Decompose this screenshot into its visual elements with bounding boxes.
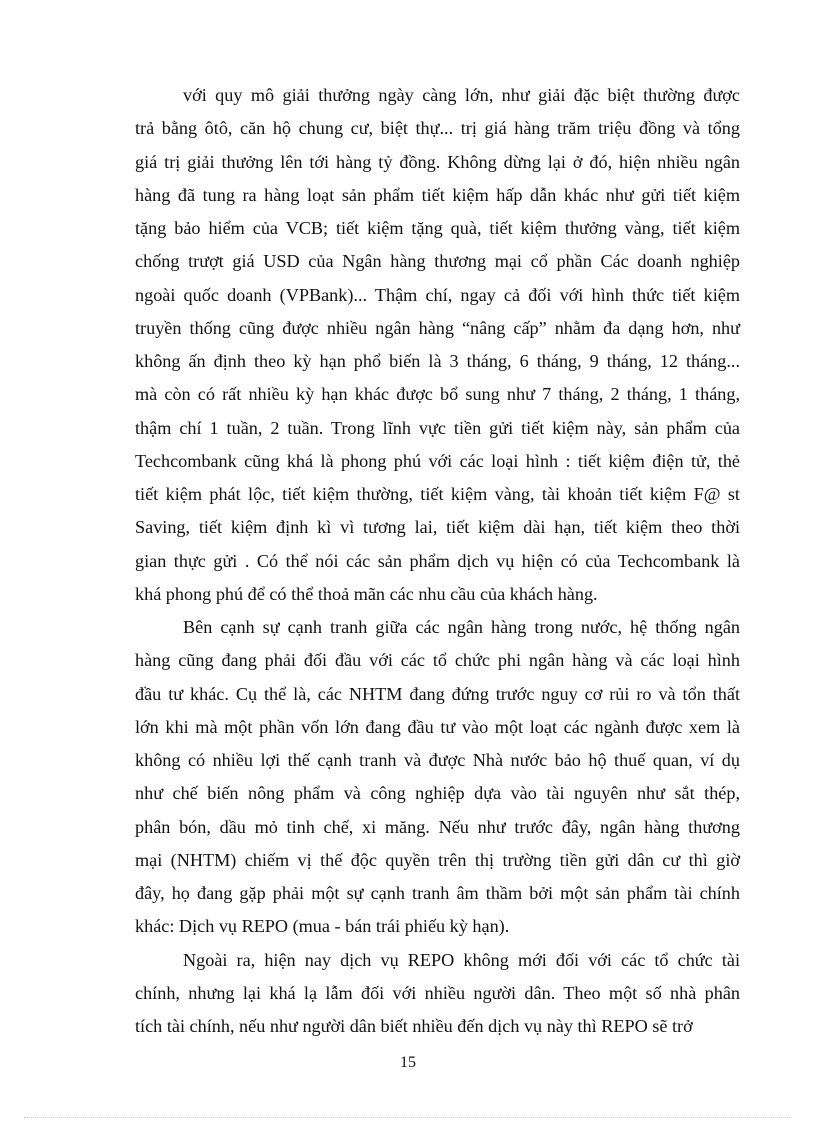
text-line: ngoài quốc doanh (VPBank)... Thậm chí, ngay cả đối với hình thức tiết kiệm [135,284,740,305]
page-bottom-divider [24,1117,792,1118]
text-line: không ấn định theo kỳ hạn phổ biến là 3 tháng, 6 tháng, 9 tháng, 12 tháng... [135,351,740,371]
text-line: mà còn có rất nhiều kỳ hạn khác được bổ sung như 7 tháng, 2 tháng, 1 tháng, [135,384,740,405]
text-line: Saving, tiết kiệm định kì vì tương lai, tiết kiệm dài hạn, tiết kiệm theo thời [135,517,740,538]
text-line: tặng bảo hiểm của VCB; tiết kiệm tặng quà, tiết kiệm thưởng vàng, tiết kiệm [135,218,740,238]
text-line: không có nhiều lợi thế cạnh tranh và được Nhà nước bảo hộ thuế quan, ví dụ [135,750,740,770]
text-line: Techcombank cũng khá là phong phú với các loại hình : tiết kiệm điện tử, thẻ [135,450,740,471]
text-line: khác: Dịch vụ REPO (mua - bán trái phiếu kỳ hạn). [135,916,510,937]
text-line: tiết kiệm phát lộc, tiết kiệm thường, tiết kiệm vàng, tài khoản tiết kiệm F@ st [135,484,740,504]
text-line: thậm chí 1 tuần, 2 tuần. Trong lĩnh vực tiền gửi tiết kiệm này, sản phẩm của [135,417,740,438]
text-line: mại (NHTM) chiếm vị thế độc quyền trên thị trường tiền gửi dân cư thì giờ [135,849,740,870]
text-line: truyền thống cũng được nhiều ngân hàng “nâng cấp” nhằm đa dạng hơn, như [135,317,740,338]
text-line: tích tài chính, nếu như người dân biết nhiều đến dịch vụ này thì REPO sẽ trở [135,1016,693,1036]
text-line: trả bằng ôtô, căn hộ chung cư, biệt thự... trị giá hàng trăm triệu đồng và tổng [135,118,740,139]
text-line: đây, họ đang gặp phải một sự cạnh tranh âm thầm bởi một sản phẩm tài chính [135,883,740,903]
text-line: khá phong phú để có thể thoả mãn các nhu cầu của khách hàng. [135,583,598,604]
text-line: như chế biến nông phẩm và công nghiệp dựa vào tài nguyên như sắt thép, [135,783,740,804]
text-line: giá trị giải thưởng lên tới hàng tỷ đồng. Không dừng lại ở đó, hiện nhiều ngân [135,151,740,172]
text-line: hàng đã tung ra hàng loạt sản phẩm tiết kiệm hấp dẫn khác như gửi tiết kiệm [135,184,740,205]
text-line: chính, nhưng lại khá lạ lẫm đối với nhiều người dân. Theo một số nhà phân [135,982,740,1003]
text-line: với quy mô giải thưởng ngày càng lớn, như giải đặc biệt thường được [183,85,740,105]
text-line: chống trượt giá USD của Ngân hàng thương mại cổ phần Các doanh nghiệp [135,251,740,272]
text-line: lớn khi mà một phần vốn lớn đang đầu tư vào một loạt các ngành được xem là [135,716,740,737]
page-number: 15 [400,1054,416,1071]
text-line: đầu tư khác. Cụ thể là, các NHTM đang đứng trước nguy cơ rủi ro và tổn thất [135,683,740,704]
text-line: phân bón, dầu mỏ tinh chế, xi măng. Nếu như trước đây, ngân hàng thương [135,816,740,837]
text-line: hàng cũng đang phải đối đầu với các tổ chức phi ngân hàng và các loại hình [135,650,740,671]
text-line: gian thực gửi . Có thể nói các sản phẩm dịch vụ hiện có của Techcombank là [135,550,740,571]
text-line: Ngoài ra, hiện nay dịch vụ REPO không mới đối với các tổ chức tài [183,949,740,970]
body-text [135,79,740,1043]
text-line: Bên cạnh sự cạnh tranh giữa các ngân hàng trong nước, hệ thống ngân [183,617,740,637]
